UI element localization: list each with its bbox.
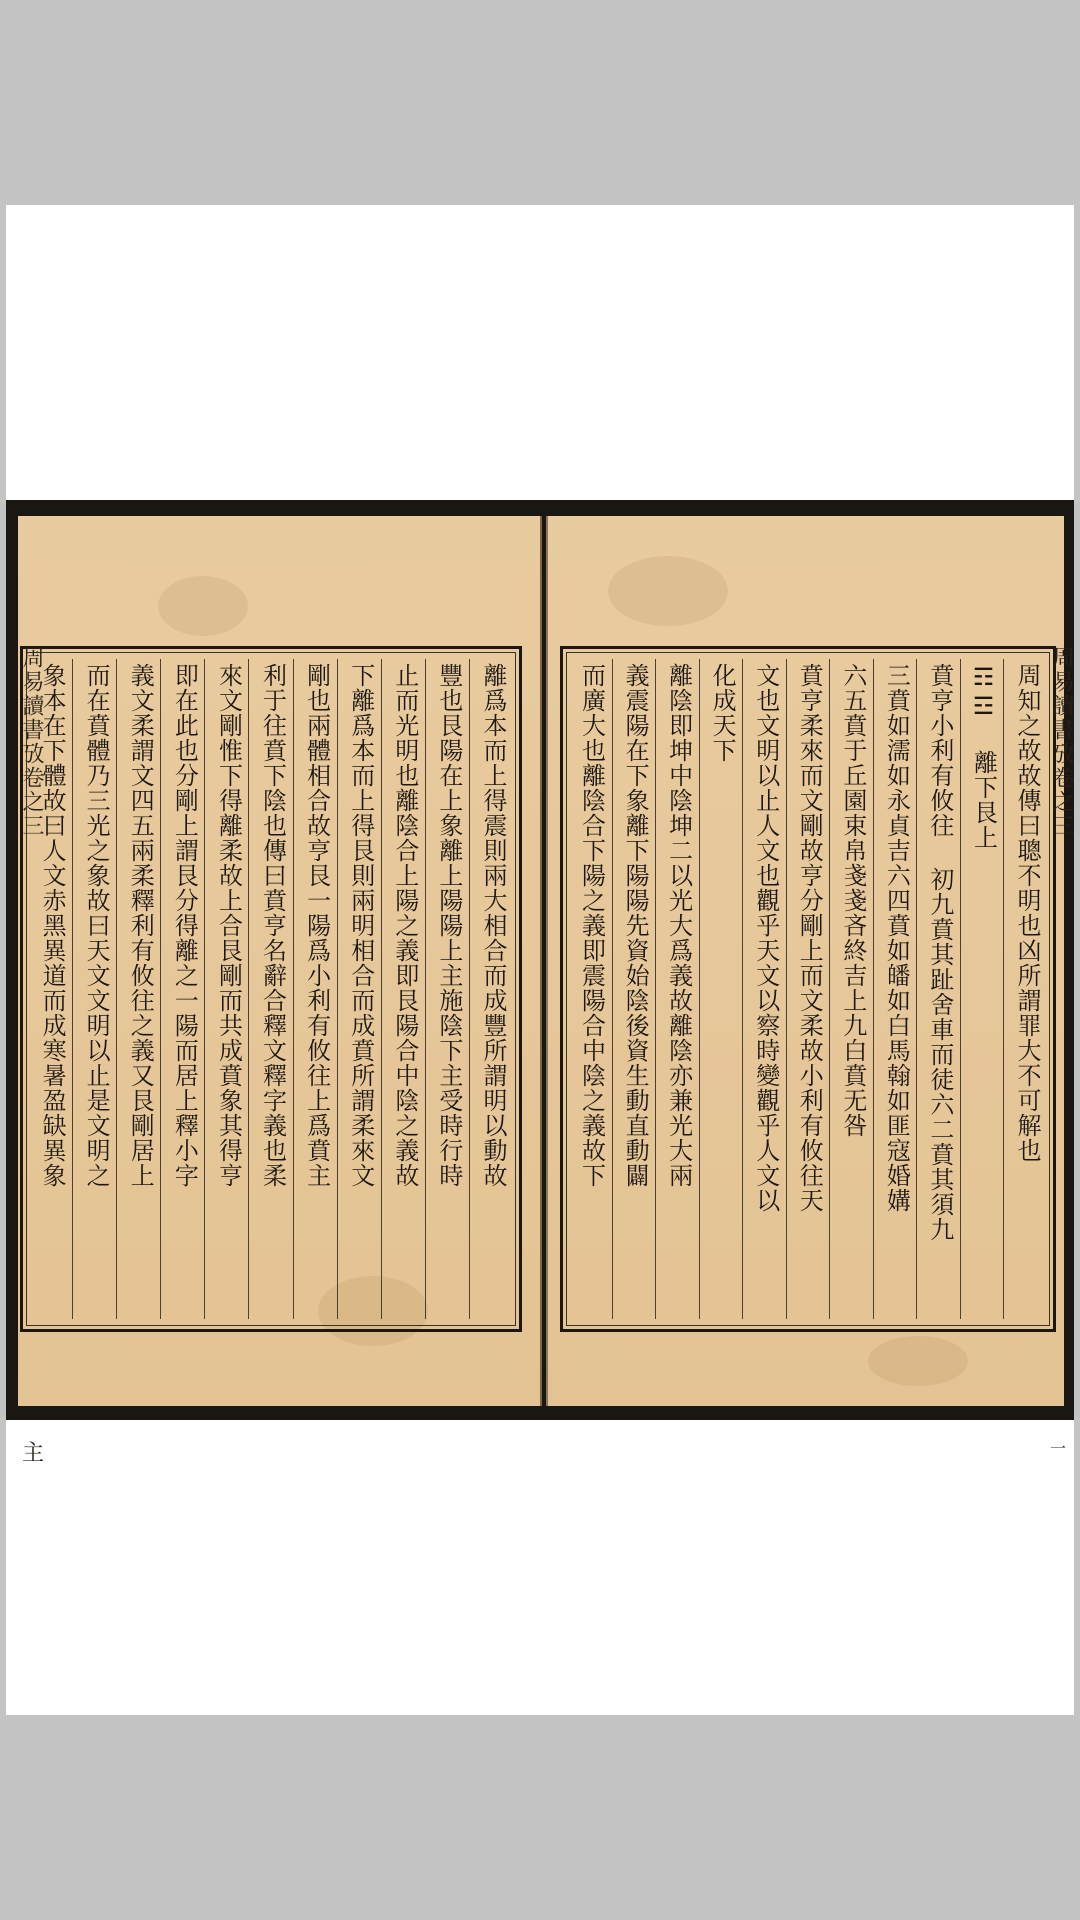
text-column (293, 659, 337, 1319)
column-text: 豐也艮陽在上象離上陽陽上主施陰下主受時行時 (434, 663, 463, 1188)
text-column (960, 659, 1004, 1319)
column-text: 利于往賁下陰也傳曰賁亨名辭合釋文釋字義也柔 (258, 663, 287, 1188)
right-margin-title (1046, 646, 1074, 1458)
text-column (699, 659, 743, 1319)
column-text: 化成天下 (708, 663, 737, 763)
column-text: 賁亨小利有攸往 初九賁其趾舍車而徒六二賁其須九 (925, 663, 954, 1242)
text-column (425, 659, 469, 1319)
column-text: 賁亨柔來而文剛故亨分剛上而文柔故小利有攸往天 (795, 663, 824, 1213)
left-text-frame (20, 646, 522, 1332)
column-text: 而在賁體乃三光之象故曰天文文明以止是文明之 (82, 663, 111, 1188)
column-text: 文也文明以止人文也觀乎天文以察時變觀乎人文以 (751, 663, 780, 1213)
text-column (655, 659, 699, 1319)
text-column (337, 659, 381, 1319)
column-text: 義文柔謂文四五兩柔釋利有攸往之義又艮剛居上 (126, 663, 155, 1188)
column-text: 三賁如濡如永貞吉六四賁如皤如白馬翰如匪寇婚媾 (882, 663, 911, 1213)
column-text: 而廣大也離陰合下陽之義即震陽合中陰之義故下 (577, 663, 606, 1188)
column-text: 義震陽在下象離下陽陽先資始陰後資生動直動闢 (621, 663, 650, 1188)
paper-stain (608, 556, 728, 626)
right-page (546, 516, 1074, 1458)
text-column (469, 659, 513, 1319)
text-column (116, 659, 160, 1319)
column-text: 即在此也分剛上謂艮分得離之一陽而居上釋小字 (170, 663, 199, 1188)
text-column (72, 659, 116, 1319)
text-column (916, 659, 960, 1319)
text-column (742, 659, 786, 1319)
column-text: 象本在下體故曰人文赤黑異道而成寒暑盈缺異象 (38, 663, 67, 1188)
column-text: 離爲本而上得震則兩大相合而成豐所謂明以動故 (479, 663, 507, 1188)
paper-stain (158, 576, 248, 636)
column-text: ☶☲ 離下艮上 (969, 663, 998, 850)
column-text: 六五賁于丘園束帛戔戔吝終吉上九白賁无咎 (838, 663, 867, 1138)
margin-title-text: 周易讀書攷卷之三 (19, 646, 44, 838)
book-spread (6, 500, 1074, 1466)
column-text: 剛也兩體相合故亨艮一陽爲小利有攸往上爲賁主 (302, 663, 331, 1188)
text-column (829, 659, 873, 1319)
column-text: 止而光明也離陰合上陽之義即艮陽合中陰之義故 (390, 663, 419, 1188)
text-column (160, 659, 204, 1319)
column-text: 下離爲本而上得艮則兩明相合而成賁所謂柔來文 (346, 663, 375, 1188)
text-column (569, 659, 612, 1319)
column-text: 離陰即坤中陰坤二以光大爲義故離陰亦兼光大兩 (664, 663, 693, 1188)
text-column (612, 659, 656, 1319)
right-text-frame (560, 646, 1056, 1332)
text-column (786, 659, 830, 1319)
margin-title-text: 周易讀書攷卷之三 (1049, 646, 1074, 838)
text-column (204, 659, 248, 1319)
folio-number: 一 (1049, 1439, 1066, 1458)
column-text: 來文剛惟下得離柔故上合艮剛而共成賁象其得亨 (214, 663, 243, 1188)
left-margin-title (16, 646, 45, 1466)
column-text: 周知之故故傳曰聰不明也凶所謂罪大不可解也 (1013, 663, 1041, 1163)
text-column (381, 659, 425, 1319)
folio-number: 主 (22, 1441, 45, 1466)
text-column (248, 659, 292, 1319)
paper-stain (868, 1336, 968, 1386)
text-column (873, 659, 917, 1319)
text-column (1003, 659, 1047, 1319)
left-page (18, 516, 542, 1466)
